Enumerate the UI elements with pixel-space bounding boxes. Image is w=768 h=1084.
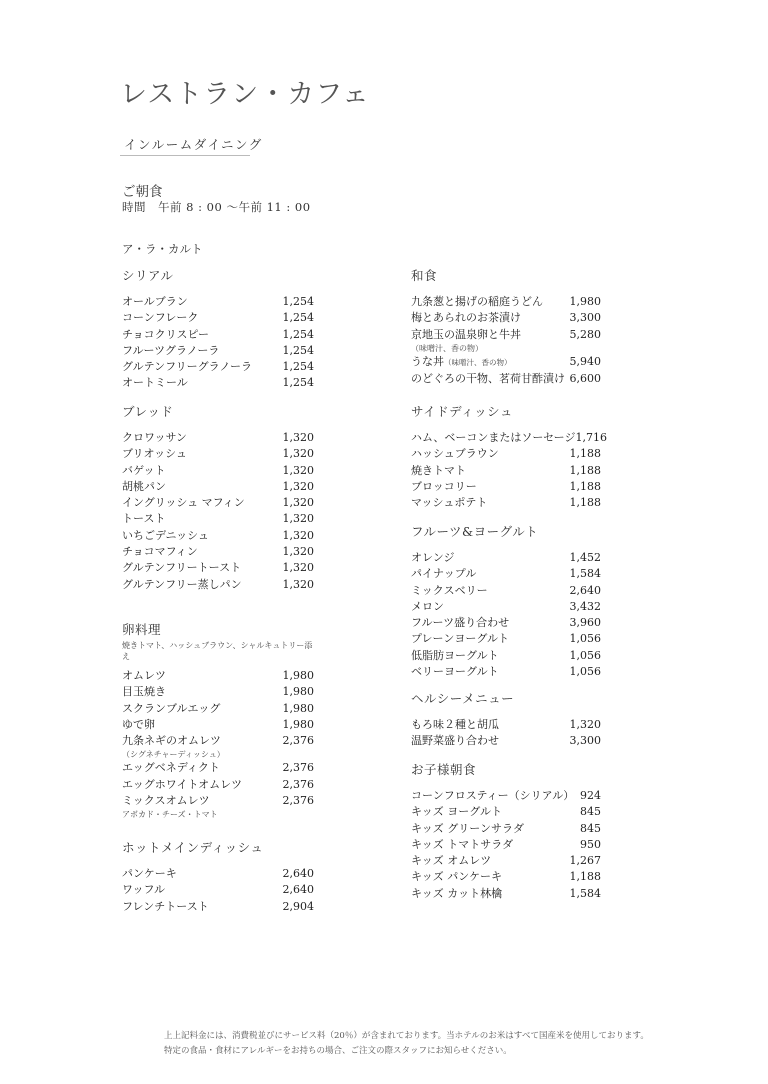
section-hot-main bbox=[122, 840, 314, 915]
section-kids bbox=[411, 762, 601, 902]
menu-item-name: 梅とあられのお茶漬け bbox=[411, 311, 521, 325]
menu-item-price: 1,980 bbox=[282, 717, 314, 731]
menu-item-name: もろ味２種と胡瓜 bbox=[411, 718, 499, 731]
menu-item-price: 1,254 bbox=[282, 360, 314, 374]
menu-item-name: ワッフル bbox=[122, 883, 166, 897]
menu-item-price: 1,254 bbox=[282, 311, 314, 325]
menu-item bbox=[122, 327, 314, 343]
menu-item-price: 1,320 bbox=[282, 528, 314, 542]
menu-item-text bbox=[122, 866, 177, 882]
menu-item bbox=[411, 869, 601, 885]
menu-item-list bbox=[122, 430, 314, 593]
menu-item bbox=[122, 684, 314, 700]
menu-item-text bbox=[411, 310, 521, 326]
menu-item bbox=[411, 648, 601, 664]
menu-item-price: 924 bbox=[580, 789, 601, 802]
menu-item-text bbox=[411, 327, 521, 354]
menu-item-text bbox=[411, 294, 543, 310]
menu-item-text bbox=[411, 495, 487, 511]
menu-item-text bbox=[122, 294, 188, 310]
footer-line-1: 上上記料金には、消費税並びにサービス料（20％）が含まれております。当ホテルのお米はすべて国産米を使用しております。 bbox=[164, 1031, 649, 1041]
meal-heading: ご朝食 bbox=[122, 184, 163, 200]
menu-item bbox=[122, 793, 314, 820]
menu-item-text bbox=[411, 869, 502, 885]
menu-item-price: 950 bbox=[580, 837, 601, 851]
menu-item-text bbox=[411, 599, 444, 615]
section-title: お子様朝食 bbox=[411, 762, 477, 777]
menu-item bbox=[411, 327, 601, 354]
section-bread bbox=[122, 404, 314, 593]
subtitle-underline bbox=[120, 155, 250, 156]
section-note: 焼きトマト、ハッシュブラウン、シャルキュトリー添え bbox=[122, 641, 313, 661]
menu-item-name: プレーンヨーグルト bbox=[411, 632, 510, 646]
menu-item-list bbox=[411, 717, 601, 750]
menu-item bbox=[411, 717, 601, 733]
menu-item-name: フレンチトースト bbox=[122, 899, 209, 913]
menu-item-price: 1,188 bbox=[569, 479, 601, 493]
menu-item bbox=[411, 371, 601, 387]
menu-item-price: 1,254 bbox=[282, 376, 314, 390]
footer-line-2: 特定の食品・食材にアレルギーをお持ちの場合、ご注文の際スタッフにお知らせください。 bbox=[164, 1046, 512, 1056]
menu-item-name: ベリーヨーグルト bbox=[411, 665, 499, 679]
section-side bbox=[411, 404, 607, 511]
page-title: レストラン・カフェ bbox=[120, 79, 370, 110]
menu-item-price: 1,254 bbox=[282, 295, 314, 308]
menu-item-price: 1,980 bbox=[282, 685, 314, 699]
menu-item-text bbox=[122, 528, 209, 544]
menu-item-text bbox=[122, 327, 209, 343]
menu-item bbox=[122, 479, 314, 495]
menu-item bbox=[411, 837, 601, 853]
menu-item-name: フルーツグラノーラ bbox=[122, 343, 220, 357]
menu-item bbox=[411, 615, 601, 631]
menu-item bbox=[122, 560, 314, 576]
menu-item-name: いちごデニッシュ bbox=[122, 528, 209, 542]
menu-item-price: 1,320 bbox=[282, 431, 314, 444]
menu-item-list bbox=[411, 430, 607, 511]
menu-item-name: 目玉焼き bbox=[122, 685, 166, 699]
menu-item-name: エッグベネディクト bbox=[122, 761, 220, 775]
menu-item-inline-note: （味噌汁、香の物） bbox=[444, 357, 512, 367]
menu-item-name: のどぐろの干物、茗荷甘酢漬け bbox=[411, 372, 565, 386]
menu-item-price: 2,904 bbox=[282, 899, 314, 913]
menu-item-list bbox=[122, 294, 314, 392]
menu-item-name: 九条葱と揚げの稲庭うどん bbox=[411, 295, 543, 308]
menu-item-name: ブロッコリー bbox=[411, 479, 477, 493]
menu-item-text bbox=[122, 446, 187, 462]
menu-item-name: パイナップル bbox=[411, 567, 477, 581]
menu-item bbox=[411, 664, 601, 680]
menu-item-text bbox=[411, 615, 509, 631]
menu-item-text bbox=[411, 479, 477, 495]
menu-item bbox=[411, 853, 601, 869]
menu-item-text bbox=[122, 343, 219, 359]
menu-item-name: バゲット bbox=[122, 463, 166, 477]
menu-item-text bbox=[122, 463, 166, 479]
menu-item-text bbox=[411, 733, 499, 749]
menu-item-text bbox=[411, 371, 565, 387]
menu-item-name: キッズ パンケーキ bbox=[411, 870, 503, 884]
menu-item-name: キッズ ヨーグルト bbox=[411, 805, 502, 819]
menu-item-price: 1,320 bbox=[282, 577, 314, 591]
menu-item-price: 1,452 bbox=[569, 551, 601, 564]
menu-item-name: 胡桃パン bbox=[122, 479, 166, 493]
menu-item-price: 1,254 bbox=[282, 327, 314, 341]
menu-item bbox=[411, 583, 601, 599]
menu-item-name: パンケーキ bbox=[122, 867, 177, 880]
menu-item-name: オムレツ bbox=[122, 669, 166, 682]
menu-item-text bbox=[122, 310, 198, 326]
menu-item-text bbox=[122, 684, 166, 700]
menu-item-text bbox=[122, 560, 241, 576]
menu-item bbox=[122, 717, 314, 733]
section-japanese bbox=[411, 268, 601, 387]
menu-item-text bbox=[411, 566, 476, 582]
menu-item-price: 1,716 bbox=[575, 431, 607, 444]
menu-item-name: 低脂肪ヨーグルト bbox=[411, 648, 499, 662]
menu-item-text bbox=[122, 668, 166, 684]
menu-item bbox=[411, 479, 601, 495]
menu-item-name: マッシュポテト bbox=[411, 496, 488, 510]
menu-item-name: ハム、ベーコンまたはソーセージ bbox=[411, 431, 576, 444]
menu-item-text bbox=[411, 430, 575, 446]
menu-item-text bbox=[122, 777, 242, 793]
menu-item-price: 3,432 bbox=[569, 599, 601, 613]
menu-item bbox=[122, 866, 314, 882]
section-title: ホットメインディッシュ bbox=[122, 840, 264, 855]
menu-item-name: キッズ トマトサラダ bbox=[411, 837, 514, 851]
section-eggs bbox=[122, 622, 314, 820]
menu-item-name: ハッシュブラウン bbox=[411, 447, 499, 461]
menu-item-price: 3,300 bbox=[569, 734, 601, 748]
menu-item-text bbox=[122, 359, 252, 375]
menu-item-price: 2,376 bbox=[282, 761, 314, 775]
menu-item-price: 1,320 bbox=[282, 496, 314, 510]
menu-item-name: トースト bbox=[122, 512, 166, 526]
menu-item-list bbox=[411, 788, 601, 902]
a-la-carte-label: ア・ラ・カルト bbox=[122, 242, 203, 256]
menu-item-price: 1,980 bbox=[569, 295, 601, 308]
menu-item-price: 3,300 bbox=[569, 311, 601, 325]
menu-item-name: スクランブルエッグ bbox=[122, 701, 221, 715]
menu-item-price: 2,376 bbox=[282, 777, 314, 791]
menu-item-note: （シグネチャーディッシュ） bbox=[122, 750, 225, 760]
menu-item-note: （味噌汁、香の物） bbox=[411, 343, 483, 353]
menu-item-text bbox=[411, 550, 454, 566]
menu-item-price: 5,940 bbox=[569, 354, 601, 368]
menu-item-price: 1,056 bbox=[569, 648, 601, 662]
section-title: 和食 bbox=[411, 268, 438, 283]
menu-item-text bbox=[122, 375, 188, 391]
menu-item-price: 5,280 bbox=[569, 327, 601, 341]
menu-item-price: 1,320 bbox=[282, 561, 314, 575]
menu-item bbox=[122, 463, 314, 479]
menu-item-list bbox=[411, 294, 601, 387]
menu-item-price: 2,376 bbox=[282, 794, 314, 808]
menu-item bbox=[122, 882, 314, 898]
menu-item bbox=[411, 294, 601, 310]
menu-item-price: 1,980 bbox=[282, 701, 314, 715]
menu-item-text bbox=[122, 495, 245, 511]
menu-item-name: イングリッシュ マフィン bbox=[122, 496, 245, 510]
section-title: ブレッド bbox=[122, 404, 174, 419]
menu-item-price: 1,254 bbox=[282, 343, 314, 357]
menu-item-name: キッズ オムレツ bbox=[411, 854, 492, 868]
menu-item-list bbox=[411, 550, 601, 680]
menu-item bbox=[122, 343, 314, 359]
menu-item-note: アボカド・チーズ・トマト bbox=[122, 810, 218, 820]
menu-item-text bbox=[122, 899, 209, 915]
menu-item-price: 1,056 bbox=[569, 632, 601, 646]
menu-item-name: キッズ グリーンサラダ bbox=[411, 821, 524, 835]
menu-item-price: 1,584 bbox=[569, 567, 601, 581]
section-title: サイドディッシュ bbox=[411, 404, 513, 419]
menu-item bbox=[122, 359, 314, 375]
menu-item-price: 1,188 bbox=[569, 463, 601, 477]
menu-item-name: ブリオッシュ bbox=[122, 447, 187, 461]
menu-item-name: フルーツ盛り合わせ bbox=[411, 616, 510, 630]
menu-item-price: 2,640 bbox=[569, 583, 601, 597]
menu-item-text bbox=[122, 511, 165, 527]
menu-item-price: 1,056 bbox=[569, 665, 601, 679]
menu-item-name: エッグホワイトオムレツ bbox=[122, 777, 243, 791]
menu-item-price: 1,320 bbox=[282, 447, 314, 461]
section-title: 卵料理 bbox=[122, 622, 162, 637]
menu-item bbox=[122, 528, 314, 544]
menu-item-name: 焼きトマト bbox=[411, 463, 466, 477]
menu-item-name: ミックスベリー bbox=[411, 583, 488, 597]
menu-item-name: コーンフレーク bbox=[122, 311, 199, 325]
menu-item bbox=[122, 446, 314, 462]
menu-item-text bbox=[122, 882, 165, 898]
menu-item bbox=[411, 463, 601, 479]
menu-item bbox=[122, 375, 314, 391]
menu-item-text bbox=[411, 354, 512, 371]
menu-item-text bbox=[411, 631, 509, 647]
menu-item-name: ゆで卵 bbox=[122, 717, 155, 731]
menu-item-text bbox=[411, 648, 499, 664]
menu-item-price: 2,640 bbox=[282, 883, 314, 897]
menu-item-text bbox=[122, 760, 220, 776]
menu-item-text bbox=[411, 804, 502, 820]
menu-item-name: グルテンフリートースト bbox=[122, 561, 242, 575]
menu-item-price: 845 bbox=[580, 805, 601, 819]
menu-item-name: キッズ カット林檎 bbox=[411, 886, 503, 900]
menu-item-name: クロワッサン bbox=[122, 431, 187, 444]
menu-item bbox=[411, 804, 601, 820]
menu-item-text bbox=[122, 701, 220, 717]
menu-item-name: チョコマフィン bbox=[122, 545, 198, 559]
menu-item-name: ミックスオムレツ bbox=[122, 794, 210, 808]
menu-item bbox=[122, 899, 314, 915]
menu-item-text bbox=[411, 717, 499, 733]
menu-item-price: 1,267 bbox=[569, 854, 601, 868]
menu-item-price: 2,640 bbox=[282, 867, 314, 880]
menu-item-text bbox=[411, 446, 499, 462]
menu-item-price: 1,188 bbox=[569, 870, 601, 884]
menu-item bbox=[411, 788, 601, 804]
menu-item-text bbox=[122, 479, 166, 495]
menu-item bbox=[411, 886, 601, 902]
menu-item bbox=[122, 777, 314, 793]
menu-item-price: 3,960 bbox=[569, 616, 601, 630]
menu-item bbox=[122, 577, 314, 593]
menu-item-name: メロン bbox=[411, 599, 444, 613]
section-healthy bbox=[411, 691, 601, 750]
menu-item-name: オレンジ bbox=[411, 551, 455, 564]
menu-item bbox=[411, 354, 601, 371]
menu-item-price: 6,600 bbox=[569, 372, 601, 386]
menu-item-price: 1,320 bbox=[282, 463, 314, 477]
menu-item bbox=[411, 310, 601, 326]
menu-item bbox=[122, 294, 314, 310]
section-fruits bbox=[411, 524, 601, 680]
menu-item-text bbox=[122, 717, 155, 733]
menu-item-name: チョコクリスピー bbox=[122, 327, 210, 341]
menu-item bbox=[411, 631, 601, 647]
menu-item bbox=[122, 310, 314, 326]
menu-item-text bbox=[122, 577, 242, 593]
menu-item-price: 1,188 bbox=[569, 447, 601, 461]
menu-item-price: 1,320 bbox=[569, 718, 601, 731]
menu-item bbox=[411, 550, 601, 566]
menu-item bbox=[411, 495, 601, 511]
menu-item-name: うな丼 bbox=[411, 354, 444, 368]
menu-item-text bbox=[411, 821, 524, 837]
menu-item-text bbox=[122, 430, 187, 446]
menu-item-name: オートミール bbox=[122, 376, 188, 390]
menu-item bbox=[411, 733, 601, 749]
menu-item-name: コーンフロスティー（シリアル） bbox=[411, 789, 575, 802]
menu-item bbox=[411, 446, 601, 462]
menu-item-name: グルテンフリー蒸しパン bbox=[122, 577, 242, 591]
menu-item-price: 1,980 bbox=[282, 669, 314, 682]
menu-item-text bbox=[122, 733, 225, 760]
section-title: フルーツ&ヨーグルト bbox=[411, 524, 539, 539]
menu-item-price: 2,376 bbox=[282, 734, 314, 748]
menu-item-price: 1,320 bbox=[282, 545, 314, 559]
menu-item bbox=[122, 430, 314, 446]
menu-item-price: 845 bbox=[580, 821, 601, 835]
menu-item-price: 1,320 bbox=[282, 479, 314, 493]
menu-item-text bbox=[122, 793, 218, 820]
menu-item bbox=[411, 566, 601, 582]
menu-item-text bbox=[411, 853, 491, 869]
footer-notes bbox=[164, 1029, 649, 1059]
menu-item-name: 九条ネギのオムレツ bbox=[122, 734, 221, 748]
menu-item-price: 1,188 bbox=[569, 496, 601, 510]
service-hours: 時間 午前 8 : 00 ～午前 11 : 00 bbox=[122, 200, 311, 214]
menu-item-text bbox=[411, 664, 499, 680]
menu-item bbox=[411, 821, 601, 837]
menu-item-name: 温野菜盛り合わせ bbox=[411, 734, 499, 748]
section-cereal bbox=[122, 268, 314, 392]
menu-item bbox=[122, 544, 314, 560]
menu-item-text bbox=[411, 583, 488, 599]
menu-item bbox=[122, 668, 314, 684]
menu-item-name: 京地玉の温泉卵と牛丼 bbox=[411, 327, 521, 341]
menu-item-name: オールブラン bbox=[122, 295, 188, 308]
menu-item-text bbox=[411, 463, 466, 479]
menu-item-price: 1,584 bbox=[569, 886, 601, 900]
menu-item bbox=[122, 701, 314, 717]
menu-item-price: 1,320 bbox=[282, 512, 314, 526]
menu-item-text bbox=[411, 788, 574, 804]
menu-item-list bbox=[122, 866, 314, 915]
menu-item bbox=[122, 760, 314, 776]
menu-item bbox=[411, 599, 601, 615]
menu-item bbox=[411, 430, 607, 446]
section-title: シリアル bbox=[122, 268, 174, 283]
section-title: ヘルシーメニュー bbox=[411, 691, 515, 706]
menu-item-text bbox=[411, 837, 513, 853]
menu-item-name: グルテンフリーグラノーラ bbox=[122, 360, 253, 374]
menu-item-text bbox=[411, 886, 502, 902]
menu-item-list bbox=[122, 668, 314, 820]
menu-item bbox=[122, 495, 314, 511]
menu-item bbox=[122, 511, 314, 527]
menu-subtitle: インルームダイニング bbox=[124, 137, 263, 152]
menu-item-text bbox=[122, 544, 198, 560]
menu-item bbox=[122, 733, 314, 760]
